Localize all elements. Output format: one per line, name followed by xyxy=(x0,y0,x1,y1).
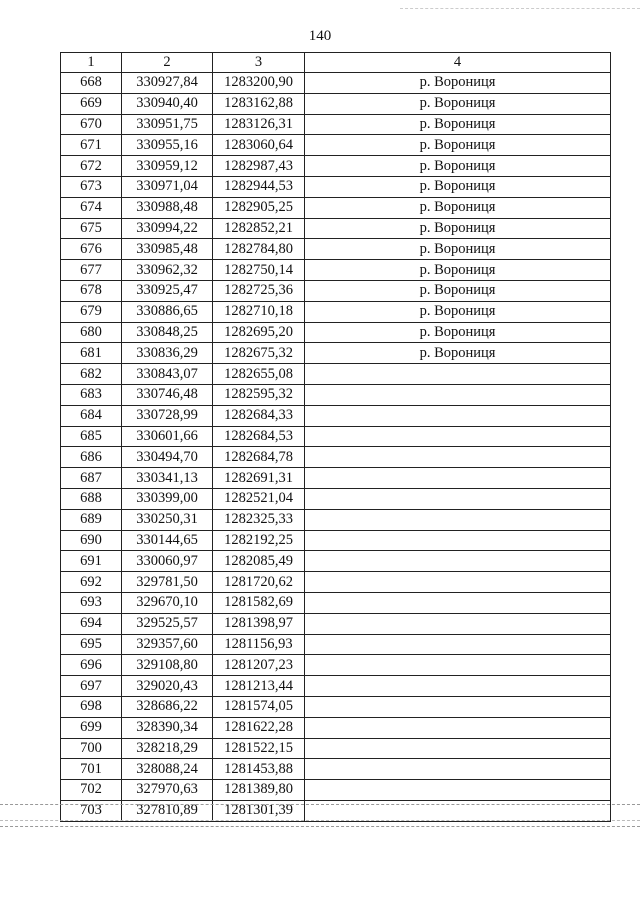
table-row xyxy=(61,696,611,717)
table-row xyxy=(61,655,611,676)
cell-point-number: 668 xyxy=(61,73,122,94)
cell-x-coordinate: 330955,16 xyxy=(122,135,213,156)
cell-x-coordinate: 330341,13 xyxy=(122,468,213,489)
table-row xyxy=(61,551,611,572)
cell-point-number: 686 xyxy=(61,447,122,468)
cell-x-coordinate: 328390,34 xyxy=(122,717,213,738)
cell-description: р. Ворониця xyxy=(305,322,611,343)
cell-description xyxy=(305,717,611,738)
cell-x-coordinate: 330746,48 xyxy=(122,384,213,405)
cell-x-coordinate: 327970,63 xyxy=(122,780,213,801)
cell-point-number: 677 xyxy=(61,260,122,281)
cell-x-coordinate: 330940,40 xyxy=(122,93,213,114)
cell-description xyxy=(305,613,611,634)
cell-description: р. Ворониця xyxy=(305,114,611,135)
cell-x-coordinate: 330494,70 xyxy=(122,447,213,468)
coordinates-table xyxy=(60,52,611,822)
cell-x-coordinate: 330962,32 xyxy=(122,260,213,281)
cell-point-number: 673 xyxy=(61,176,122,197)
table-row xyxy=(61,176,611,197)
cell-y-coordinate: 1281574,05 xyxy=(213,696,305,717)
cell-point-number: 696 xyxy=(61,655,122,676)
cell-x-coordinate: 329020,43 xyxy=(122,676,213,697)
cell-description xyxy=(305,405,611,426)
cell-x-coordinate: 328218,29 xyxy=(122,738,213,759)
cell-y-coordinate: 1283126,31 xyxy=(213,114,305,135)
cell-y-coordinate: 1281582,69 xyxy=(213,592,305,613)
cell-description xyxy=(305,572,611,593)
cell-x-coordinate: 330144,65 xyxy=(122,530,213,551)
cell-point-number: 678 xyxy=(61,280,122,301)
cell-point-number: 679 xyxy=(61,301,122,322)
cell-y-coordinate: 1281453,88 xyxy=(213,759,305,780)
cell-point-number: 691 xyxy=(61,551,122,572)
cell-description xyxy=(305,634,611,655)
cell-y-coordinate: 1281720,62 xyxy=(213,572,305,593)
table-row xyxy=(61,280,611,301)
cell-point-number: 695 xyxy=(61,634,122,655)
cell-y-coordinate: 1281213,44 xyxy=(213,676,305,697)
table-row xyxy=(61,676,611,697)
cell-description: р. Ворониця xyxy=(305,135,611,156)
scan-artifact-line xyxy=(0,804,640,805)
cell-x-coordinate: 329357,60 xyxy=(122,634,213,655)
table-row xyxy=(61,738,611,759)
table-row xyxy=(61,364,611,385)
table-row xyxy=(61,93,611,114)
cell-point-number: 689 xyxy=(61,509,122,530)
cell-y-coordinate: 1282691,31 xyxy=(213,468,305,489)
cell-description xyxy=(305,488,611,509)
cell-point-number: 692 xyxy=(61,572,122,593)
cell-point-number: 697 xyxy=(61,676,122,697)
cell-y-coordinate: 1282085,49 xyxy=(213,551,305,572)
cell-y-coordinate: 1282521,04 xyxy=(213,488,305,509)
cell-point-number: 670 xyxy=(61,114,122,135)
table-row xyxy=(61,530,611,551)
cell-point-number: 701 xyxy=(61,759,122,780)
table-row xyxy=(61,509,611,530)
table-row xyxy=(61,592,611,613)
cell-description: р. Ворониця xyxy=(305,156,611,177)
cell-description xyxy=(305,696,611,717)
table-row xyxy=(61,301,611,322)
table-row xyxy=(61,780,611,801)
cell-x-coordinate: 330848,25 xyxy=(122,322,213,343)
cell-y-coordinate: 1283060,64 xyxy=(213,135,305,156)
cell-y-coordinate: 1282192,25 xyxy=(213,530,305,551)
cell-y-coordinate: 1281156,93 xyxy=(213,634,305,655)
cell-description: р. Ворониця xyxy=(305,218,611,239)
cell-x-coordinate: 330994,22 xyxy=(122,218,213,239)
cell-point-number: 674 xyxy=(61,197,122,218)
cell-y-coordinate: 1282784,80 xyxy=(213,239,305,260)
cell-description: р. Ворониця xyxy=(305,260,611,281)
table-row xyxy=(61,343,611,364)
cell-y-coordinate: 1282684,53 xyxy=(213,426,305,447)
table-row xyxy=(61,260,611,281)
table-body xyxy=(61,73,611,822)
cell-y-coordinate: 1281301,39 xyxy=(213,800,305,821)
cell-point-number: 675 xyxy=(61,218,122,239)
table-row xyxy=(61,239,611,260)
cell-x-coordinate: 327810,89 xyxy=(122,800,213,821)
cell-x-coordinate: 330060,97 xyxy=(122,551,213,572)
cell-point-number: 699 xyxy=(61,717,122,738)
cell-description xyxy=(305,509,611,530)
header-row xyxy=(61,53,611,73)
scan-artifact-top xyxy=(400,8,640,9)
cell-x-coordinate: 330399,00 xyxy=(122,488,213,509)
cell-y-coordinate: 1282852,21 xyxy=(213,218,305,239)
cell-point-number: 680 xyxy=(61,322,122,343)
table-row xyxy=(61,197,611,218)
cell-x-coordinate: 330728,99 xyxy=(122,405,213,426)
header-col-3: 3 xyxy=(213,53,305,73)
cell-point-number: 669 xyxy=(61,93,122,114)
table-row xyxy=(61,156,611,177)
cell-y-coordinate: 1282684,78 xyxy=(213,447,305,468)
table-row xyxy=(61,384,611,405)
cell-x-coordinate: 330927,84 xyxy=(122,73,213,94)
cell-y-coordinate: 1282750,14 xyxy=(213,260,305,281)
cell-x-coordinate: 328088,24 xyxy=(122,759,213,780)
scan-artifact-line xyxy=(0,826,640,827)
table-row xyxy=(61,613,611,634)
cell-x-coordinate: 330951,75 xyxy=(122,114,213,135)
cell-description xyxy=(305,364,611,385)
cell-y-coordinate: 1282325,33 xyxy=(213,509,305,530)
table-row xyxy=(61,405,611,426)
cell-x-coordinate: 330988,48 xyxy=(122,197,213,218)
cell-y-coordinate: 1281389,80 xyxy=(213,780,305,801)
cell-description: р. Ворониця xyxy=(305,239,611,260)
cell-x-coordinate: 329670,10 xyxy=(122,592,213,613)
cell-y-coordinate: 1281207,23 xyxy=(213,655,305,676)
cell-y-coordinate: 1281622,28 xyxy=(213,717,305,738)
cell-x-coordinate: 330886,65 xyxy=(122,301,213,322)
table-row xyxy=(61,426,611,447)
cell-y-coordinate: 1282655,08 xyxy=(213,364,305,385)
header-col-4: 4 xyxy=(305,53,611,73)
header-col-1: 1 xyxy=(61,53,122,73)
cell-x-coordinate: 329108,80 xyxy=(122,655,213,676)
table-row xyxy=(61,447,611,468)
table-row xyxy=(61,634,611,655)
cell-y-coordinate: 1283162,88 xyxy=(213,93,305,114)
table-row xyxy=(61,572,611,593)
cell-point-number: 682 xyxy=(61,364,122,385)
cell-description xyxy=(305,426,611,447)
cell-x-coordinate: 330843,07 xyxy=(122,364,213,385)
cell-y-coordinate: 1282695,20 xyxy=(213,322,305,343)
cell-x-coordinate: 330925,47 xyxy=(122,280,213,301)
cell-description: р. Ворониця xyxy=(305,343,611,364)
cell-description xyxy=(305,592,611,613)
cell-x-coordinate: 329525,57 xyxy=(122,613,213,634)
cell-x-coordinate: 329781,50 xyxy=(122,572,213,593)
cell-description xyxy=(305,384,611,405)
cell-point-number: 693 xyxy=(61,592,122,613)
table-row xyxy=(61,717,611,738)
cell-y-coordinate: 1283200,90 xyxy=(213,73,305,94)
cell-point-number: 687 xyxy=(61,468,122,489)
table-row xyxy=(61,114,611,135)
cell-point-number: 672 xyxy=(61,156,122,177)
cell-description xyxy=(305,780,611,801)
table-row xyxy=(61,218,611,239)
page-number: 140 xyxy=(308,28,332,44)
cell-description: р. Ворониця xyxy=(305,93,611,114)
cell-x-coordinate: 330250,31 xyxy=(122,509,213,530)
cell-description xyxy=(305,551,611,572)
cell-point-number: 703 xyxy=(61,800,122,821)
cell-y-coordinate: 1282710,18 xyxy=(213,301,305,322)
cell-point-number: 700 xyxy=(61,738,122,759)
cell-point-number: 671 xyxy=(61,135,122,156)
cell-description xyxy=(305,738,611,759)
cell-description: р. Ворониця xyxy=(305,301,611,322)
cell-point-number: 694 xyxy=(61,613,122,634)
cell-description xyxy=(305,468,611,489)
table-row xyxy=(61,468,611,489)
cell-y-coordinate: 1282684,33 xyxy=(213,405,305,426)
cell-y-coordinate: 1282595,32 xyxy=(213,384,305,405)
cell-point-number: 690 xyxy=(61,530,122,551)
cell-x-coordinate: 330959,12 xyxy=(122,156,213,177)
cell-description xyxy=(305,530,611,551)
cell-description xyxy=(305,655,611,676)
cell-x-coordinate: 330985,48 xyxy=(122,239,213,260)
cell-y-coordinate: 1282725,36 xyxy=(213,280,305,301)
cell-point-number: 676 xyxy=(61,239,122,260)
table-row xyxy=(61,488,611,509)
header-col-2: 2 xyxy=(122,53,213,73)
cell-point-number: 684 xyxy=(61,405,122,426)
cell-point-number: 698 xyxy=(61,696,122,717)
table-row xyxy=(61,135,611,156)
table-row xyxy=(61,759,611,780)
cell-description: р. Ворониця xyxy=(305,73,611,94)
cell-point-number: 702 xyxy=(61,780,122,801)
cell-y-coordinate: 1282944,53 xyxy=(213,176,305,197)
cell-point-number: 688 xyxy=(61,488,122,509)
cell-y-coordinate: 1282987,43 xyxy=(213,156,305,177)
cell-x-coordinate: 330601,66 xyxy=(122,426,213,447)
cell-x-coordinate: 328686,22 xyxy=(122,696,213,717)
cell-x-coordinate: 330836,29 xyxy=(122,343,213,364)
cell-y-coordinate: 1281522,15 xyxy=(213,738,305,759)
cell-y-coordinate: 1281398,97 xyxy=(213,613,305,634)
cell-description: р. Ворониця xyxy=(305,176,611,197)
cell-y-coordinate: 1282905,25 xyxy=(213,197,305,218)
scan-artifact-line xyxy=(0,820,640,821)
cell-description xyxy=(305,447,611,468)
cell-description: р. Ворониця xyxy=(305,280,611,301)
table-row xyxy=(61,322,611,343)
table-header xyxy=(61,53,611,73)
cell-point-number: 683 xyxy=(61,384,122,405)
cell-point-number: 681 xyxy=(61,343,122,364)
cell-point-number: 685 xyxy=(61,426,122,447)
table-row xyxy=(61,73,611,94)
cell-description xyxy=(305,759,611,780)
cell-description: р. Ворониця xyxy=(305,197,611,218)
cell-x-coordinate: 330971,04 xyxy=(122,176,213,197)
cell-y-coordinate: 1282675,32 xyxy=(213,343,305,364)
cell-description xyxy=(305,676,611,697)
